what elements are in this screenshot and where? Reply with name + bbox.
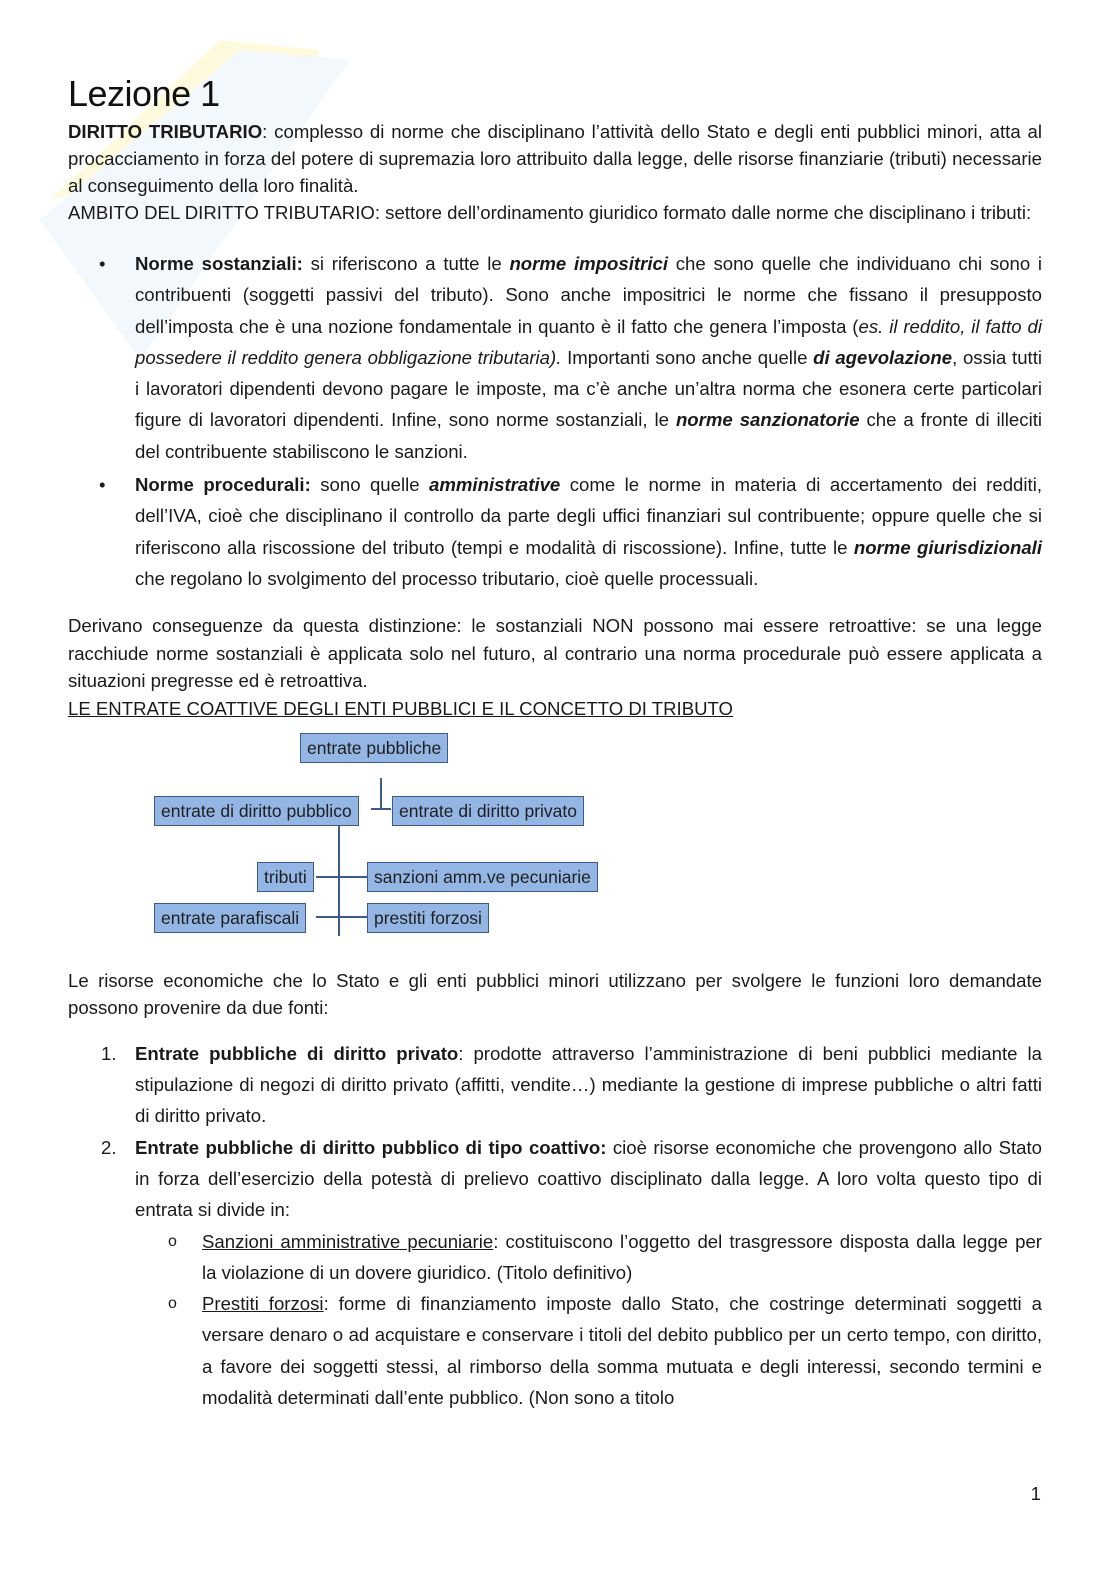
list-item-procedurali — [68, 469, 1042, 594]
list-number: 2. — [101, 1136, 117, 1158]
procedurali-text-3: che regolano lo svolgimento del processo tributario, cioè quelle processuali. — [135, 567, 759, 589]
fonte-1-text: : prodotte attraverso l’amministrazione di beni pubblici mediante la stipulazione di negozi di diritto privato (affitti, vendite…) mediante la gestione di imprese pubbliche o altri fatti di diritto privato. — [135, 1042, 1042, 1127]
document-page — [68, 70, 1042, 1413]
list-number: 1. — [101, 1042, 117, 1064]
sostanziali-emph-1: norme impositrici — [509, 253, 669, 274]
section-heading: LE ENTRATE COATTIVE DEGLI ENTI PUBBLICI E IL CONCETTO DI TRIBUTO — [68, 697, 734, 719]
fonti-list — [68, 1038, 1042, 1414]
list-item-fonte-1 — [68, 1038, 1042, 1132]
sostanziali-label: Norme sostanziali: — [135, 253, 303, 274]
sostanziali-italic: es. il reddito, il fatto di possedere il reddito genera obbligazione tributaria). — [135, 315, 1042, 368]
bullet-icon: • — [99, 474, 106, 496]
list-item-sostanziali — [68, 248, 1042, 467]
procedurali-text-2: come le norme in materia di accertamento dei redditi, dell’IVA, cioè che disciplinano il controllo da parte degli uffici finanziari sul contribuente; oppure quelle che si riferiscono alla riscossione del tributo (tempi e modalità di riscossione). Infine, tutte le — [135, 474, 1042, 558]
derivano-paragraph: Derivano conseguenze da questa distinzione: le sostanziali NON possono mai essere retroattive: se una legge racchiude norme sostanziali è applicata solo nel futuro, al contrario una norma procedurale può essere applicata a situazioni pregresse ed è retroattiva. — [68, 615, 1042, 692]
procedurali-emph-2: norme giurisdizionali — [853, 536, 1042, 558]
bullet-icon: • — [99, 253, 106, 274]
sostanziali-text-1: si riferiscono a tutte le — [302, 253, 510, 274]
sub-item-prestiti — [135, 1288, 1042, 1413]
fonte-2-label: Entrate pubbliche di diritto pubblico di tipo coattivo: — [135, 1136, 607, 1158]
list-item-fonte-2 — [68, 1132, 1042, 1414]
fonte-2-text: cioè risorse economiche che provengono allo Stato in forza dell’esercizio della potestà di prelievo coattivo disciplinato dalla legge. A loro volta questo tipo di entrata si divide in: — [135, 1136, 1042, 1221]
sostanziali-text-4: , ossia tutti i lavoratori dipendenti devono pagare le imposte, ma c’è anche un’altra norma che esonera certe particolari figure di lavoratori dipendenti. Infine, sono norme sostanziali, le — [135, 346, 1043, 431]
definition-term: DIRITTO TRIBUTARIO — [68, 121, 263, 142]
connector-line — [316, 916, 368, 918]
entrate-diagram — [68, 730, 1042, 955]
connector-line — [380, 778, 382, 808]
sostanziali-emph-3: norme sanzionatorie — [675, 409, 860, 431]
procedurali-emph-1: amministrative — [429, 474, 561, 496]
sostanziali-text-5: che a fronte di illeciti del contribuente stabiliscono le sanzioni. — [135, 409, 1042, 462]
sostanziali-emph-2: di agevolazione — [813, 346, 953, 368]
sub-item-prestiti-label: Prestiti forzosi — [202, 1293, 324, 1315]
connector-line — [316, 876, 368, 878]
box-entrate-diritto-privato: entrate di diritto privato — [392, 796, 584, 826]
page-title: Lezione 1 — [68, 73, 220, 114]
sub-item-sanzioni — [135, 1226, 1042, 1289]
sostanziali-text-3: Importanti sono anche quelle — [561, 346, 814, 368]
box-tributi: tributi — [257, 862, 314, 892]
connector-line — [371, 808, 391, 810]
page-number: 1 — [1030, 1483, 1041, 1504]
sub-item-sanzioni-text: : costituiscono l’oggetto del trasgressore disposta dalla legge per la violazione di un dovere giuridico. (Titolo definitivo) — [202, 1230, 1042, 1283]
sostanziali-text-2: che sono quelle che individuano chi sono i contribuenti (soggetti passivi del tributo). Sono anche impositrici le norme che fissano il presupposto dell’imposta che è una nozione fondamentale in quanto è il fatto che genera l’imposta ( — [135, 253, 1043, 337]
sub-item-prestiti-text: : forme di finanziamento imposte dallo Stato, che costringe determinati soggetti a versare denaro o ad acquistare e conservare i titoli del debito pubblico per un certo tempo, con diritto, a favore dei soggetti stessi, al rimborso della somma mutuata e degli interessi, secondo termini e modalità determinati dall’ente pubblico. (Non sono a titolo — [202, 1293, 1042, 1409]
definition-text: : complesso di norme che disciplinano l’attività dello Stato e degli enti pubblici minori, atta al procacciamento in forza del potere di supremazia loro attribuito dalla legge, delle risorse finanziarie (tributi) necessarie al conseguimento della loro finalità. — [68, 121, 1042, 196]
procedurali-label: Norme procedurali: — [135, 474, 311, 496]
fonte-1-label: Entrate pubbliche di diritto privato — [135, 1042, 459, 1064]
box-prestiti-forzosi: prestiti forzosi — [367, 903, 489, 933]
circle-bullet-icon: o — [168, 1232, 177, 1250]
sub-list — [135, 1226, 1042, 1414]
box-entrate-diritto-pubblico: entrate di diritto pubblico — [154, 796, 359, 826]
ambito-paragraph: AMBITO DEL DIRITTO TRIBUTARIO: settore dell’ordinamento giuridico formato dalle norme che disciplinano i tributi: — [68, 202, 1032, 223]
box-sanzioni: sanzioni amm.ve pecuniarie — [367, 862, 598, 892]
definition-paragraph — [68, 118, 1042, 199]
box-entrate-pubbliche: entrate pubbliche — [300, 733, 448, 763]
circle-bullet-icon: o — [168, 1295, 177, 1313]
risorse-paragraph: Le risorse economiche che lo Stato e gli enti pubblici minori utilizzano per svolgere le funzioni loro demandate possono provenire da due fonti: — [68, 969, 1042, 1019]
norme-list — [68, 248, 1042, 594]
procedurali-text-1: sono quelle — [310, 474, 430, 496]
sub-item-sanzioni-label: Sanzioni amministrative pecuniarie — [202, 1230, 494, 1252]
box-entrate-parafiscali: entrate parafiscali — [154, 903, 306, 933]
